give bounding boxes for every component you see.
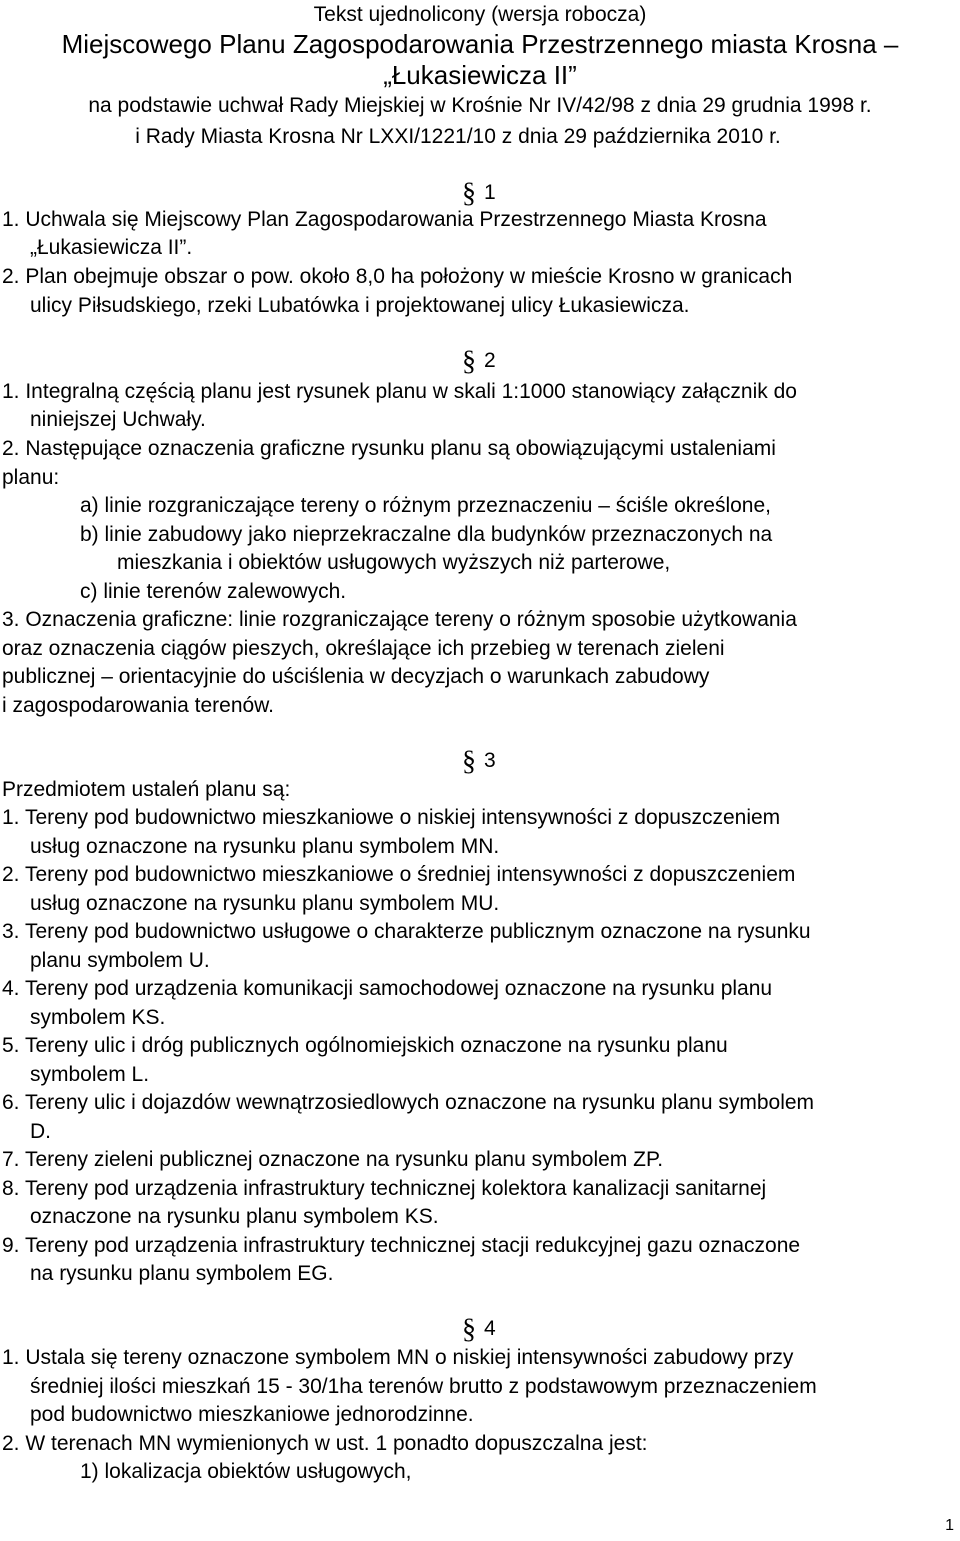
- section-number: 4: [484, 1317, 496, 1340]
- header-draft-note: Tekst ujednolicony (wersja robocza): [313, 3, 647, 26]
- header-legal-basis-1: na podstawie uchwał Rady Miejskiej w Krośnie Nr IV/42/98 z dnia 29 grudnia 1998 r.: [88, 94, 872, 117]
- header-plan-name: „Łukasiewicza II”: [383, 60, 577, 90]
- header-legal-basis-2: i Rady Miasta Krosna Nr LXXI/1221/10 z dnia 29 października 2010 r.: [135, 125, 781, 148]
- page-number: 1: [945, 1517, 954, 1534]
- section-3-line: 5. Tereny ulic i dróg publicznych ogólnomiejskich oznaczone na rysunku planu: [2, 1034, 728, 1057]
- section-2-line: 3. Oznaczenia graficzne: linie rozgraniczające tereny o różnym sposobie użytkowania: [2, 608, 797, 631]
- section-3-line: 8. Tereny pod urządzenia infrastruktury technicznej kolektora kanalizacji sanitarnej: [2, 1177, 767, 1200]
- section-sign: §: [462, 1314, 476, 1345]
- section-3-line: planu symbolem U.: [30, 949, 210, 972]
- section-3-line: 6. Tereny ulic i dojazdów wewnątrzosiedlowych oznaczone na rysunku planu symbolem: [2, 1091, 815, 1114]
- section-3-line: 1. Tereny pod budownictwo mieszkaniowe o niskiej intensywności z dopuszczeniem: [2, 806, 781, 829]
- section-4-line: pod budownictwo mieszkaniowe jednorodzinne.: [30, 1403, 474, 1426]
- section-3-line: na rysunku planu symbolem EG.: [30, 1262, 334, 1285]
- section-number: 3: [484, 749, 496, 772]
- section-2-line: mieszkania i obiektów usługowych wyższych niż parterowe,: [117, 551, 671, 574]
- section-2-line: i zagospodarowania terenów.: [2, 694, 275, 717]
- section-sign: §: [462, 178, 476, 209]
- section-2-line: oraz oznaczenia ciągów pieszych, określające ich przebieg w terenach zieleni: [2, 637, 725, 660]
- section-2-line: c) linie terenów zalewowych.: [80, 580, 347, 603]
- section-4-line: 1. Ustala się tereny oznaczone symbolem MN o niskiej intensywności zabudowy przy: [2, 1346, 794, 1369]
- section-3-line: 3. Tereny pod budownictwo usługowe o charakterze publicznym oznaczone na rysunku: [2, 920, 811, 943]
- section-3-line: 7. Tereny zieleni publicznej oznaczone na rysunku planu symbolem ZP.: [2, 1148, 664, 1171]
- section-1-line: ulicy Piłsudskiego, rzeki Lubatówka i projektowanej ulicy Łukasiewicza.: [30, 294, 690, 317]
- section-3-line: 2. Tereny pod budownictwo mieszkaniowe o średniej intensywności z dopuszczeniem: [2, 863, 796, 886]
- section-1-line: 2. Plan obejmuje obszar o pow. około 8,0 ha położony w mieście Krosno w granicach: [2, 265, 793, 288]
- section-3-line: oznaczone na rysunku planu symbolem KS.: [30, 1205, 439, 1228]
- section-3-line: usług oznaczone na rysunku planu symbolem MN.: [30, 835, 500, 858]
- section-1-line: „Łukasiewicza II”.: [30, 236, 193, 259]
- section-4-line: średniej ilości mieszkań 15 - 30/1ha terenów brutto z podstawowym przeznaczeniem: [30, 1375, 817, 1398]
- section-2-line: publicznej – orientacyjnie do uściślenia w decyzjach o warunkach zabudowy: [2, 665, 710, 688]
- section-2-line: niniejszej Uchwały.: [30, 408, 206, 431]
- section-3-line: D.: [30, 1120, 51, 1143]
- section-2-line: 2. Następujące oznaczenia graficzne rysunku planu są obowiązującymi ustaleniami: [2, 437, 776, 460]
- section-3-line: usług oznaczone na rysunku planu symbolem MU.: [30, 892, 500, 915]
- section-1-line: 1. Uchwala się Miejscowy Plan Zagospodarowania Przestrzennego Miasta Krosna: [2, 208, 767, 231]
- section-number: 2: [484, 349, 496, 372]
- section-3-line: symbolem L.: [30, 1063, 150, 1086]
- section-2-line: 1. Integralną częścią planu jest rysunek planu w skali 1:1000 stanowiący załącznik do: [2, 380, 797, 403]
- section-3-line: 4. Tereny pod urządzenia komunikacji samochodowej oznaczone na rysunku planu: [2, 977, 773, 1000]
- section-3-line: symbolem KS.: [30, 1006, 166, 1029]
- section-sign: §: [462, 746, 476, 777]
- section-4-line: 1) lokalizacja obiektów usługowych,: [80, 1460, 412, 1483]
- section-2-line: a) linie rozgraniczające tereny o różnym przeznaczeniu – ściśle określone,: [80, 494, 771, 517]
- section-sign: §: [462, 346, 476, 377]
- section-2-line: b) linie zabudowy jako nieprzekraczalne dla budynków przeznaczonych na: [80, 523, 773, 546]
- header-plan-title: Miejscowego Planu Zagospodarowania Przestrzennego miasta Krosna –: [61, 29, 899, 59]
- section-number: 1: [484, 181, 496, 204]
- section-2-line: planu:: [2, 466, 60, 489]
- section-3-line: 9. Tereny pod urządzenia infrastruktury technicznej stacji redukcyjnej gazu oznaczone: [2, 1234, 801, 1257]
- section-4-line: 2. W terenach MN wymienionych w ust. 1 ponadto dopuszczalna jest:: [2, 1432, 648, 1455]
- section-3-line: Przedmiotem ustaleń planu są:: [2, 778, 291, 801]
